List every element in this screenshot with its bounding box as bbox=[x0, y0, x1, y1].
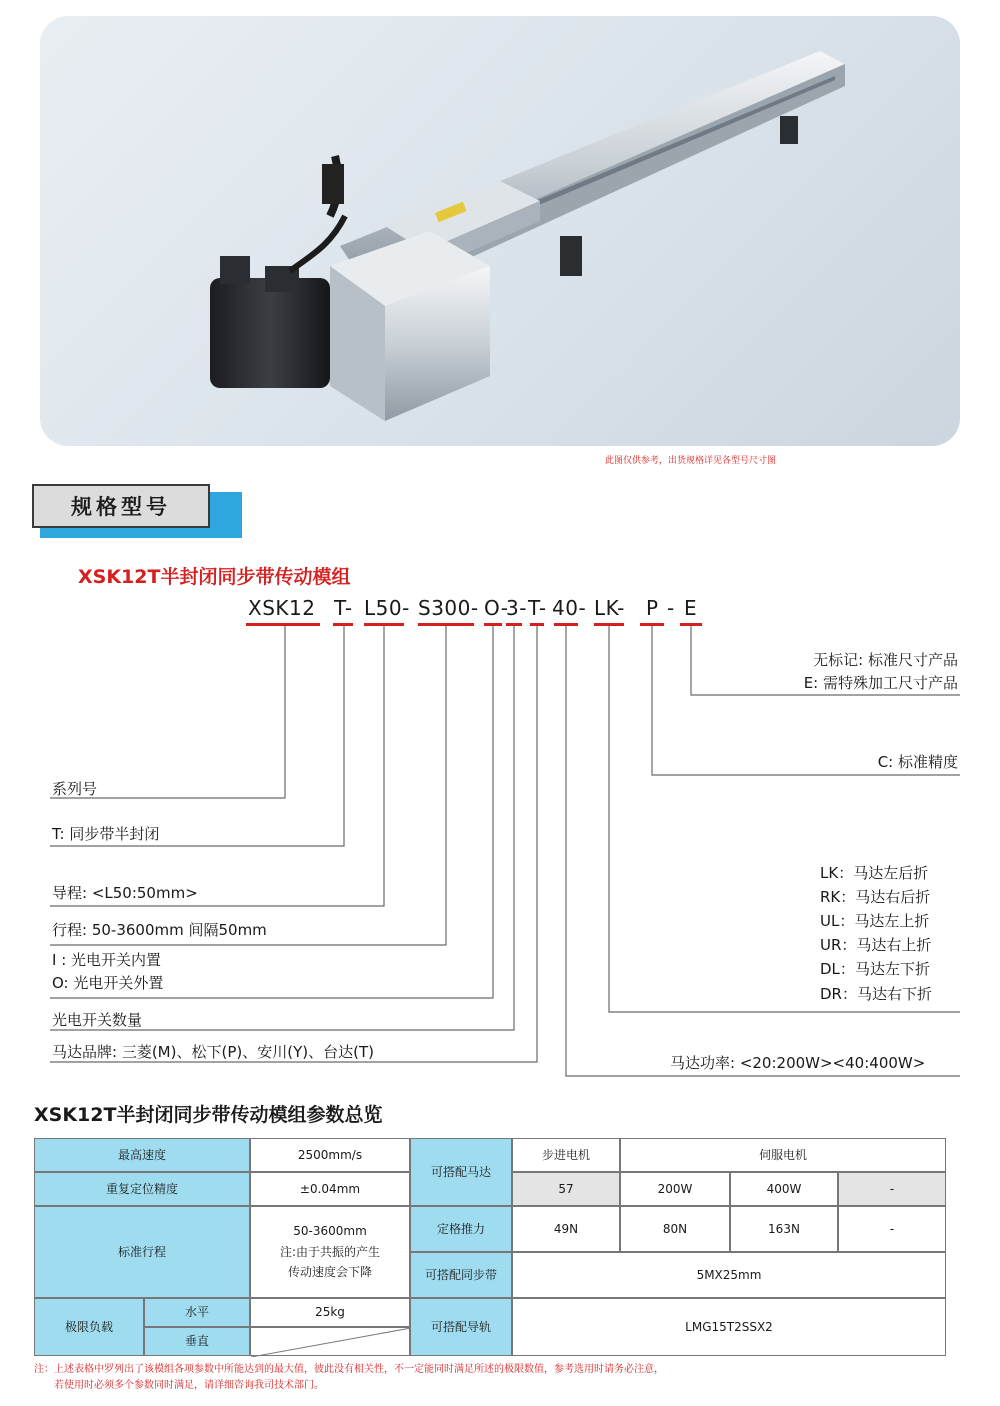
fold-code: DR bbox=[820, 985, 842, 1003]
label-stroke: 行程: 50-3600mm 间隔50mm bbox=[52, 921, 267, 939]
code-type: T- bbox=[334, 596, 353, 620]
line-series bbox=[50, 626, 285, 798]
footnote-line-1: 注：上述表格中罗列出了该模组各项参数中所能达到的最大值，彼此没有相关性，不一定能同时满足所述的极限数值，参考选用时请务必注意， bbox=[34, 1364, 664, 1375]
label-switch-qty: 光电开关数量 bbox=[52, 1011, 143, 1029]
cell-thrust-stepper: 49N bbox=[512, 1206, 620, 1252]
fold-code: RK bbox=[820, 888, 841, 906]
line-motor-brand bbox=[50, 626, 537, 1062]
fold-code: UL bbox=[820, 912, 840, 930]
fold-text: 马达右下折 bbox=[857, 985, 933, 1003]
label-special-size: E: 需特殊加工尺寸产品 bbox=[803, 674, 958, 692]
label-motor-brand: 马达品牌: 三菱(M)、松下(P)、安川(Y)、台达(T) bbox=[52, 1043, 374, 1061]
cell-stroke-value bbox=[250, 1206, 410, 1298]
label-fold-ul: UL：马达左上折 bbox=[820, 912, 930, 930]
code-fold: LK- bbox=[594, 596, 625, 620]
empty-diagonal bbox=[251, 1328, 411, 1357]
cell-stepper-size: 57 bbox=[512, 1172, 620, 1206]
fold-text: 马达左下折 bbox=[854, 960, 930, 978]
fold-text: 马达左上折 bbox=[854, 912, 930, 930]
cell-horizontal-value: 25kg bbox=[250, 1298, 410, 1327]
cell-thrust-extra: - bbox=[838, 1206, 946, 1252]
code-sep: - bbox=[667, 596, 675, 620]
label-series: 系列号 bbox=[52, 780, 98, 798]
cell-rail-value: LMG15T2SSX2 bbox=[512, 1298, 946, 1356]
table-title: XSK12T半封闭同步带传动模组参数总览 bbox=[34, 1104, 383, 1126]
cell-vertical-label: 垂直 bbox=[144, 1327, 250, 1356]
stroke-note-2: 传动速度会下降 bbox=[287, 1265, 372, 1280]
label-motor-power: 马达功率: <20:200W><40:400W> bbox=[670, 1054, 926, 1072]
code-switch-qty: 3- bbox=[506, 596, 527, 620]
fold-text: 马达右上折 bbox=[856, 936, 932, 954]
section-label: 规格型号 bbox=[32, 484, 210, 528]
cell-thrust-200: 80N bbox=[620, 1206, 730, 1252]
cell-thrust-400: 163N bbox=[730, 1206, 838, 1252]
label-switch-in: I : 光电开关内置 bbox=[52, 951, 162, 969]
cell-repeat-value: ±0.04mm bbox=[250, 1172, 410, 1206]
cell-stepper-label: 步进电机 bbox=[512, 1138, 620, 1172]
cell-servo-extra: - bbox=[838, 1172, 946, 1206]
label-fold-ur: UR：马达右上折 bbox=[820, 936, 932, 954]
cell-vertical-value bbox=[250, 1327, 410, 1356]
cell-rail-label: 可搭配导轨 bbox=[410, 1298, 512, 1356]
code-motor-brand: T- bbox=[528, 596, 547, 620]
code-size: E bbox=[684, 596, 698, 620]
cell-horizontal-label: 水平 bbox=[144, 1298, 250, 1327]
label-fold-dr: DR：马达右下折 bbox=[820, 985, 933, 1003]
cell-stroke-label: 标准行程 bbox=[34, 1206, 250, 1298]
cell-max-speed-value: 2500mm/s bbox=[250, 1138, 410, 1172]
cell-belt-label: 可搭配同步带 bbox=[410, 1252, 512, 1298]
line-switch bbox=[50, 626, 493, 998]
image-note: 此图仅供参考，出货规格详见各型号尺寸图 bbox=[605, 456, 777, 466]
cell-servo-400: 400W bbox=[730, 1172, 838, 1206]
stroke-note-1: 注:由于共振的产生 bbox=[279, 1244, 381, 1259]
cell-load-label: 极限负载 bbox=[34, 1298, 144, 1356]
code-switch: O- bbox=[484, 596, 509, 620]
cell-servo-200: 200W bbox=[620, 1172, 730, 1206]
fold-code: LK bbox=[820, 864, 839, 882]
cell-servo-label: 伺服电机 bbox=[620, 1138, 946, 1172]
fold-text: 马达右后折 bbox=[855, 888, 931, 906]
fold-text: 马达左后折 bbox=[853, 864, 929, 882]
label-std-size: 无标记: 标准尺寸产品 bbox=[813, 651, 958, 669]
footnote bbox=[34, 1362, 664, 1393]
label-fold-dl: DL：马达左下折 bbox=[820, 960, 930, 978]
label-precision: C: 标准精度 bbox=[877, 753, 958, 771]
code-lead: L50- bbox=[364, 596, 410, 620]
cell-thrust-label: 定格推力 bbox=[410, 1206, 512, 1252]
line-motor-power bbox=[566, 626, 960, 1076]
label-fold-rk: RK：马达右后折 bbox=[820, 888, 931, 906]
cell-max-speed-label: 最高速度 bbox=[34, 1138, 250, 1172]
line-lead bbox=[50, 626, 384, 906]
stroke-range: 50-3600mm bbox=[293, 1224, 367, 1239]
cell-motor-label: 可搭配马达 bbox=[410, 1138, 512, 1206]
fold-code: UR bbox=[820, 936, 842, 954]
code-motor-power: 40- bbox=[552, 596, 587, 620]
label-type: T: 同步带半封闭 bbox=[52, 825, 160, 843]
label-lead: 导程: <L50:50mm> bbox=[52, 884, 198, 902]
label-switch-out: O: 光电开关外置 bbox=[52, 974, 164, 992]
fold-code: DL bbox=[820, 960, 840, 978]
cell-belt-value: 5MX25mm bbox=[512, 1252, 946, 1298]
code-series: XSK12 bbox=[248, 596, 316, 620]
line-type bbox=[50, 626, 344, 846]
cell-repeat-label: 重复定位精度 bbox=[34, 1172, 250, 1206]
spec-table bbox=[34, 1138, 946, 1356]
product-title: XSK12T半封闭同步带传动模组 bbox=[78, 566, 351, 588]
label-fold-lk: LK：马达左后折 bbox=[820, 864, 929, 882]
footnote-line-2: 若使用时必须多个参数同时满足，请详细咨询我司技术部门。 bbox=[54, 1379, 324, 1391]
code-stroke: S300- bbox=[418, 596, 479, 620]
code-precision: P bbox=[646, 596, 659, 620]
